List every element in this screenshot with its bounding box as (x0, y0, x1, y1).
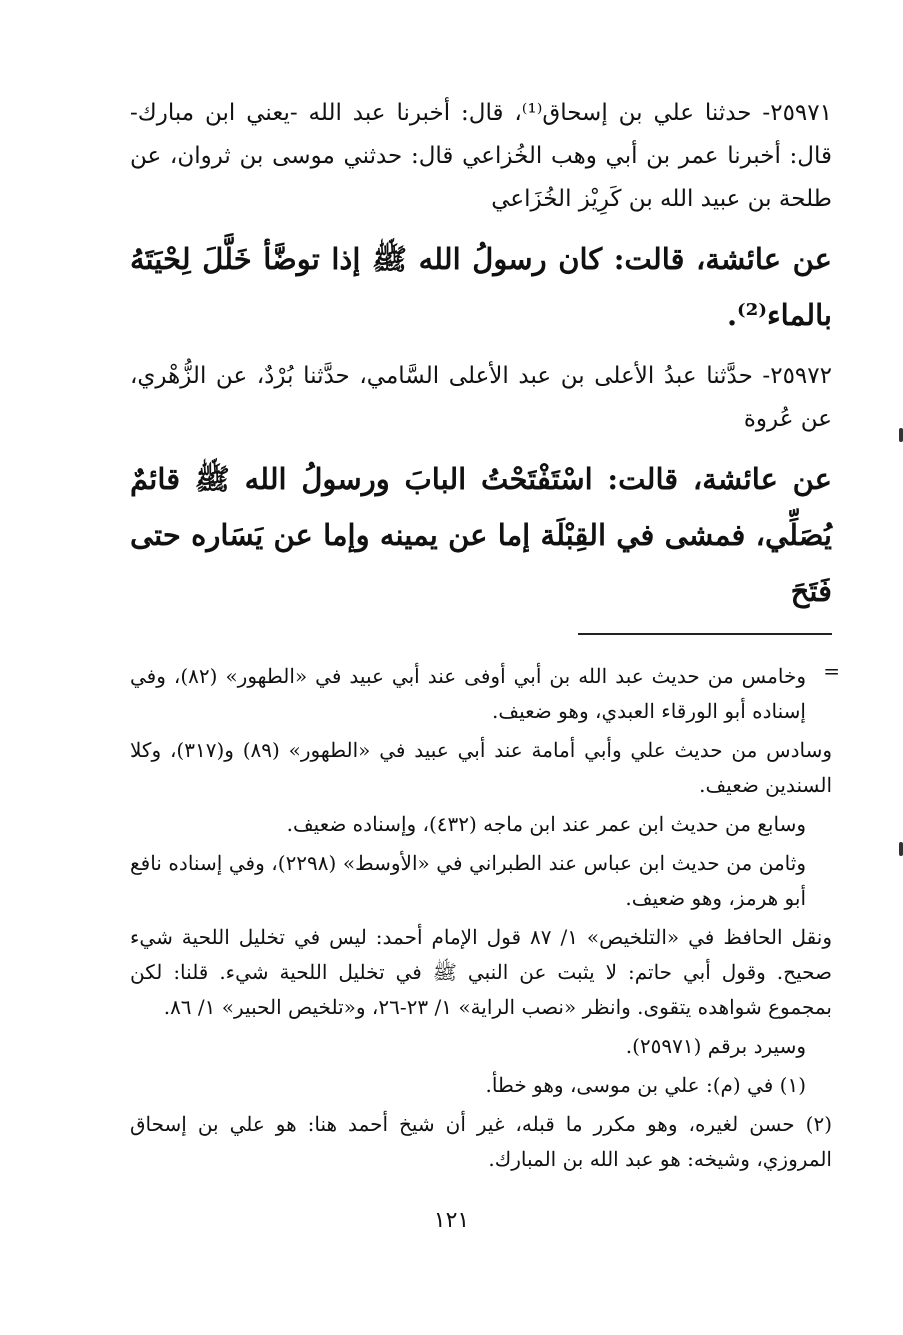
footnote-2: (٢) حسن لغيره، وهو مكرر ما قبله، غير أن شيخ أحمد هنا: هو علي بن إسحاق المروزي، وشيخه: هو عبد الله بن المبارك. (130, 1112, 832, 1171)
hadith-25972-matn: عن عائشة، قالت: اسْتَفْتَحْتُ البابَ ورسولُ الله ﷺ قائمٌ يُصَلِّي، فمشى في القِبْلَة إما عن يمينه وإما عن يَسَاره حتى فَتَحَ (130, 462, 832, 608)
footnote-line: وسادس من حديث علي وأبي أمامة عند أبي عبيد في «الطهور» (٨٩) و(٣١٧)، وكلا السندين ضعيف. (130, 738, 832, 797)
hadith-25971-isnad: ٢٥٩٧١- حدثنا علي بن إسحاق⁽¹⁾، قال: أخبرنا عبد الله -يعني ابن مبارك- قال: أخبرنا عمر بن أبي وهب الخُزاعي قال: حدثني موسى بن ثروان، عن طلحة بن عبيد الله بن كَرِيْز الخُزَاعي (130, 100, 832, 212)
footnotes-block (130, 659, 840, 1177)
page-number: ١٢١ (433, 1208, 470, 1233)
scan-edge-mark (899, 842, 903, 856)
scan-edge-mark (899, 428, 903, 442)
footnote-line: وثامن من حديث ابن عباس عند الطبراني في «الأوسط» (٢٢٩٨)، وفي إسناده نافع أبو هرمز، وهو ضعيف. (130, 851, 806, 910)
footnote-1: (١) في (م): علي بن موسى، وهو خطأ. (485, 1073, 806, 1097)
footnote-line: وسيرد برقم (٢٥٩٧١). (625, 1034, 806, 1058)
book-page (130, 92, 840, 1181)
footnote-line: وخامس من حديث عبد الله بن أبي أوفى عند أبي عبيد في «الطهور» (٨٢)، وفي إسناده أبو الورقاء العبدي، وهو ضعيف. (130, 664, 806, 723)
footnote-separator-line (578, 633, 832, 635)
hadith-25972-isnad: ٢٥٩٧٢- حدَّثنا عبدُ الأعلى بن عبد الأعلى السَّامي، حدَّثنا بُرْدٌ، عن الزُّهْري، عن عُروة (130, 363, 832, 432)
hadith-25971-matn: عن عائشة، قالت: كان رسولُ الله ﷺ إذا توضَّأ خَلَّلَ لِحْيَتَهُ بالماء⁽²⁾. (130, 242, 832, 332)
footnote-line: ونقل الحافظ في «التلخيص» ١/ ٨٧ قول الإمام أحمد: ليس في تخليل اللحية شيء صحيح. وقول أبي حاتم: لا يثبت عن النبي ﷺ في تخليل اللحية شيء. قلنا: لكن بمجموع شواهده يتقوى. وانظر «نصب الراية» ١/ ٢٣-٢٦، و«تلخيص الحبير» ١/ ٨٦. (130, 925, 832, 1019)
continuation-marker: = (823, 659, 840, 683)
footnote-line: وسابع من حديث ابن عمر عند ابن ماجه (٤٣٢)، وإسناده ضعيف. (286, 812, 806, 836)
footnote-divider (130, 619, 832, 659)
